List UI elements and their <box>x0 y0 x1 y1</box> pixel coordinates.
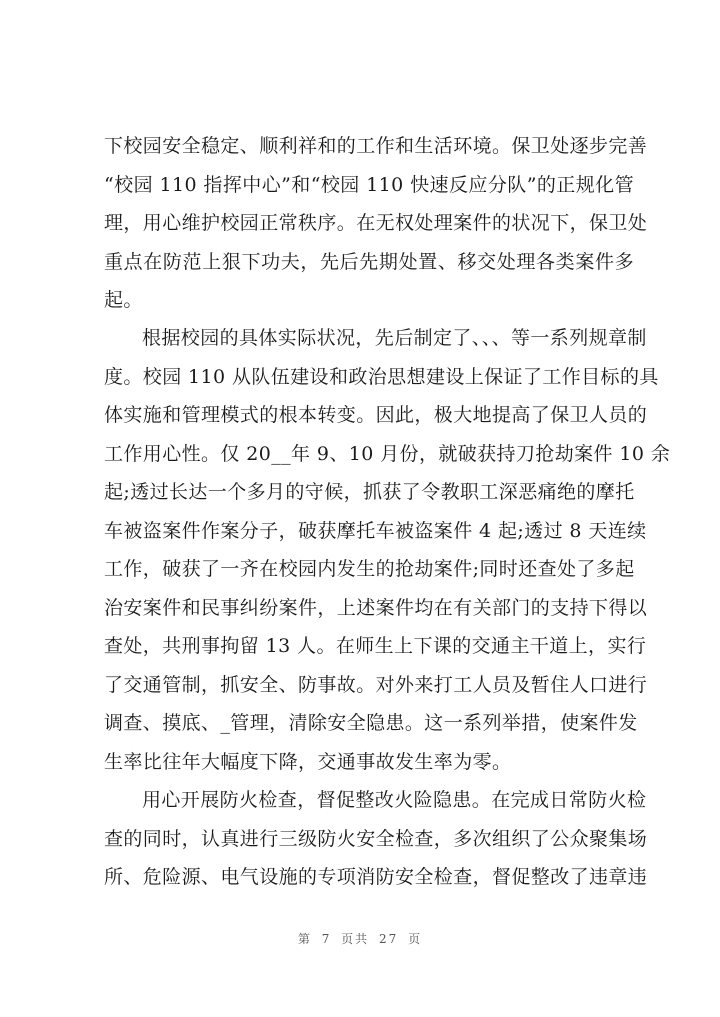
paragraph-line: 调查、摸底、_管理，清除安全隐患。这一系列举措，使案件发 <box>104 712 638 734</box>
paragraph-line: 理，用心维护校园正常秩序。在无权处理案件的状况下，保卫处 <box>104 212 648 234</box>
paragraph-line: “校园 110 指挥中心”和“校园 110 快速反应分队”的正规化管 <box>104 174 634 196</box>
footer-current-page: 7 <box>321 932 332 946</box>
paragraph-line: 工作，破获了一齐在校园内发生的抢劫案件;同时还查处了多起 <box>104 558 635 580</box>
paragraph-line: 工作用心性。仅 20__年 9、10 月份，就破获持刀抢劫案件 10 余 <box>104 443 671 465</box>
paragraph-line: 查的同时，认真进行三级防火安全检查，多次组织了公众聚集场 <box>104 828 648 850</box>
paragraph-line: 车被盗案件作案分子，破获摩托车被盗案件 4 起;透过 8 天连续 <box>104 520 647 542</box>
paragraph-line: 度。校园 110 从队伍建设和政治思想建设上保证了工作目标的具 <box>104 366 659 388</box>
paragraph-line: 下校园安全稳定、顺利祥和的工作和生活环境。保卫处逐步完善 <box>104 135 648 157</box>
paragraph-line: 用心开展防火检查，督促整改火险隐患。在完成日常防火检 <box>142 789 647 811</box>
paragraph-line: 重点在防范上狠下功夫，先后先期处置、移交处理各类案件多 <box>104 251 634 273</box>
footer-suffix: 页 <box>408 932 423 946</box>
footer-prefix: 第 <box>297 932 312 946</box>
paragraph-line: 起。 <box>104 289 143 311</box>
paragraph-line: 了交通管制，抓安全、防事故。对外来打工人员及暂住人口进行 <box>104 674 648 696</box>
paragraph-line: 体实施和管理模式的根本转变。因此，极大地提高了保卫人员的 <box>104 404 648 426</box>
page-footer <box>0 930 720 947</box>
paragraph-line: 生率比往年大幅度下降，交通事故发生率为零。 <box>104 751 512 773</box>
paragraph-line: 所、危险源、电气设施的专项消防安全检查，督促整改了违章违 <box>104 866 648 888</box>
footer-middle: 页共 <box>341 932 370 946</box>
paragraph-line: 根据校园的具体实际状况，先后制定了、、、等一系列规章制 <box>142 327 647 349</box>
paragraph-line: 治安案件和民事纠纷案件，上述案件均在有关部门的支持下得以 <box>104 597 648 619</box>
footer-total-pages: 27 <box>379 932 399 946</box>
paragraph-line: 查处，共刑事拘留 13 人。在师生上下课的交通主干道上，实行 <box>104 635 647 657</box>
paragraph-line: 起;透过长达一个多月的守候，抓获了令教职工深恶痛绝的摩托 <box>104 481 635 503</box>
